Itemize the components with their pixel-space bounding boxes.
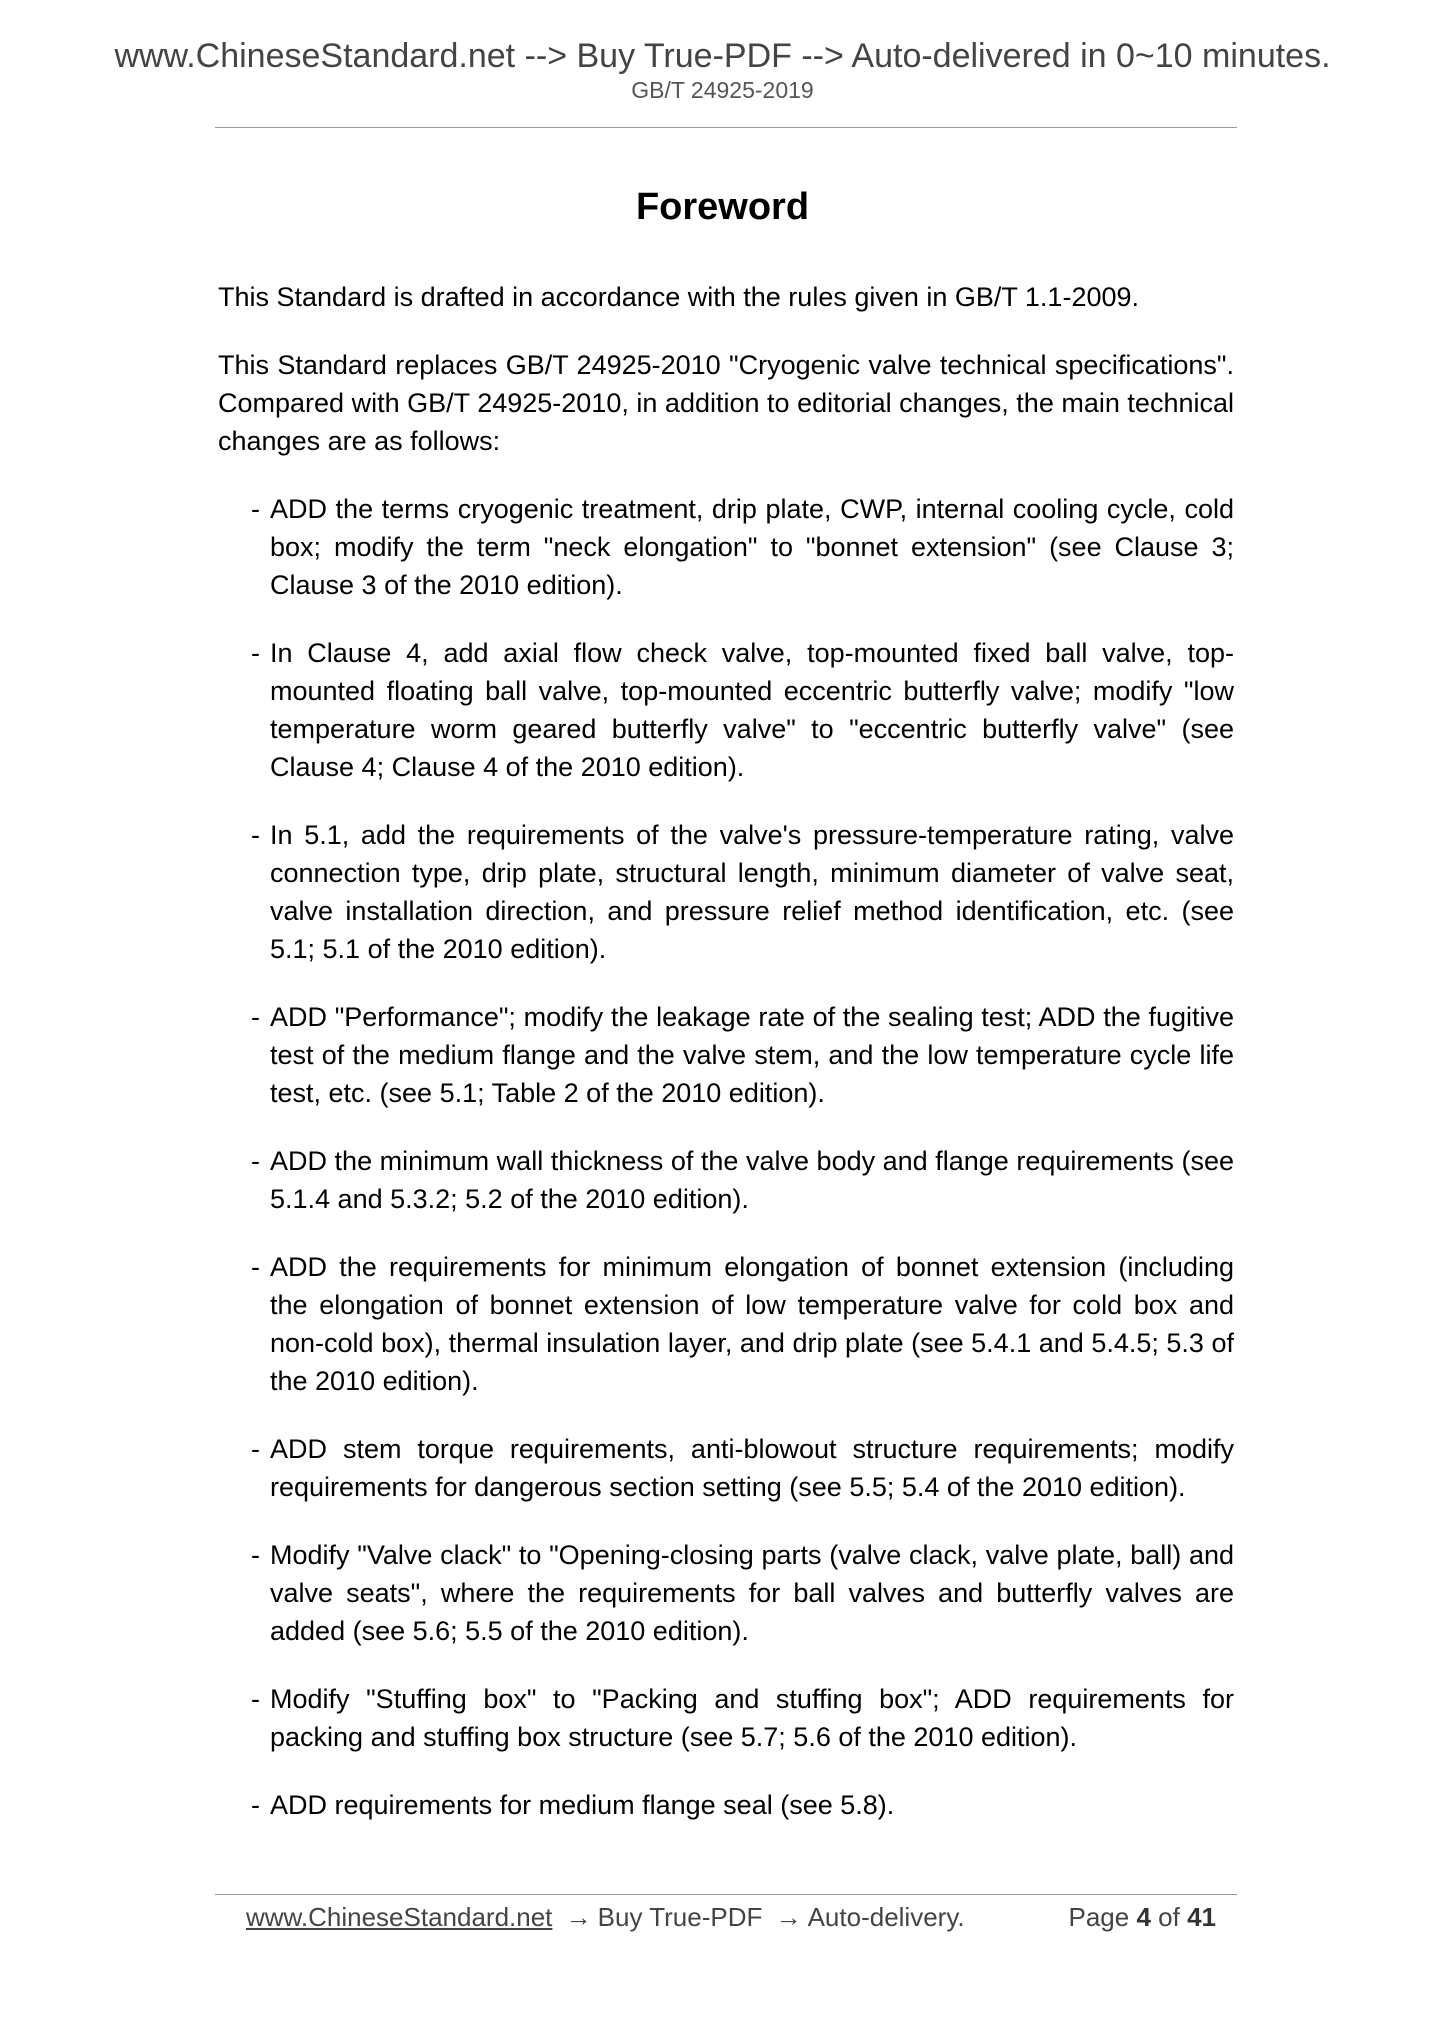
total-pages: 41 [1187,1902,1216,1932]
header-divider [215,127,1237,128]
of-label: of [1158,1902,1180,1932]
header-banner: www.ChineseStandard.net --> Buy True-PDF --> Auto-delivered in 0~10 minutes. [114,37,1331,75]
bullet-dash: - [251,494,260,524]
list-item-text: In Clause 4, add axial flow check valve, top-mounted fixed ball valve, top-mounted floating ball valve, top-mounted eccentric butterfly valve; modify "low temperature worm geared butterfly valve" to "eccentric butterfly valve" (see Clause 4; Clause 4 of the 2010 edition). [270,638,1234,782]
list-item-text: ADD the terms cryogenic treatment, drip plate, CWP, internal cooling cycle, cold box; modify the term "neck elongation" to "bonnet extension" (see Clause 3; Clause 3 of the 2010 edition). [270,494,1234,600]
list-item [218,490,1234,604]
footer-delivery-text: Auto-delivery. [807,1902,965,1932]
technical-changes-list [218,490,1234,1824]
list-item-text: ADD "Performance"; modify the leakage rate of the sealing test; ADD the fugitive test of the medium flange and the valve stem, and the low temperature cycle life test, etc. (see 5.1; Table 2 of the 2010 edition). [270,1002,1234,1108]
bullet-dash: - [251,1540,260,1570]
list-item-text: Modify "Valve clack" to "Opening-closing parts (valve clack, valve plate, ball) and valve seats", where the requirements for ball valves and butterfly valves are added (see 5.6; 5.5 of the 2010 edition). [270,1540,1234,1646]
page-label: Page [1068,1902,1130,1932]
list-item [218,1248,1234,1400]
list-item-text: ADD the minimum wall thickness of the valve body and flange requirements (see 5.1.4 and 5.3.2; 5.2 of the 2010 edition). [270,1146,1234,1214]
list-item [218,1786,1234,1824]
list-item [218,1430,1234,1506]
intro-paragraph: This Standard replaces GB/T 24925-2010 "Cryogenic valve technical specifications". Compared with GB/T 24925-2010, in addition to editorial changes, the main technical changes are as follows: [218,350,1234,456]
right-arrow-icon: → [775,1902,802,1932]
list-item-text: In 5.1, add the requirements of the valve's pressure-temperature rating, valve connection type, drip plate, structural length, minimum diameter of valve seat, valve installation direction, and pressure relief method identification, etc. (see 5.1; 5.1 of the 2010 edition). [270,820,1234,964]
list-item [218,634,1234,786]
page-indicator [1068,1900,1216,1934]
list-item [218,1680,1234,1756]
page-title: Foreword [635,186,810,228]
bullet-dash: - [251,1252,260,1282]
footer-divider [215,1894,1237,1895]
list-item [218,998,1234,1112]
bullet-dash: - [251,820,260,850]
standard-code: GB/T 24925-2019 [631,77,814,103]
bullet-dash: - [251,1146,260,1176]
intro-paragraph: This Standard is drafted in accordance with the rules given in GB/T 1.1-2009. [218,282,1140,312]
bullet-dash: - [251,1434,260,1464]
list-item-text: Modify "Stuffing box" to "Packing and stuffing box"; ADD requirements for packing and stuffing box structure (see 5.7; 5.6 of the 2010 edition). [270,1684,1234,1752]
bullet-dash: - [251,638,260,668]
bullet-dash: - [251,1790,260,1820]
right-arrow-icon: → [565,1902,592,1932]
list-item-text: ADD stem torque requirements, anti-blowout structure requirements; modify requirements for dangerous section setting (see 5.5; 5.4 of the 2010 edition). [270,1434,1234,1502]
page-number: 4 [1136,1902,1151,1932]
list-item-text: ADD requirements for medium flange seal (see 5.8). [270,1790,895,1820]
bullet-dash: - [251,1684,260,1714]
list-item [218,1142,1234,1218]
bullet-dash: - [251,1002,260,1032]
document-body [218,278,1234,1854]
page-footer [246,1900,1216,1934]
footer-buy-text: Buy True-PDF [597,1902,763,1932]
list-item-text: ADD the requirements for minimum elongation of bonnet extension (including the elongation of bonnet extension of low temperature valve for cold box and non-cold box), thermal insulation layer, and drip plate (see 5.4.1 and 5.4.5; 5.3 of the 2010 edition). [270,1252,1234,1396]
list-item [218,1536,1234,1650]
list-item [218,816,1234,968]
footer-site-link[interactable]: www.ChineseStandard.net [246,1902,553,1932]
